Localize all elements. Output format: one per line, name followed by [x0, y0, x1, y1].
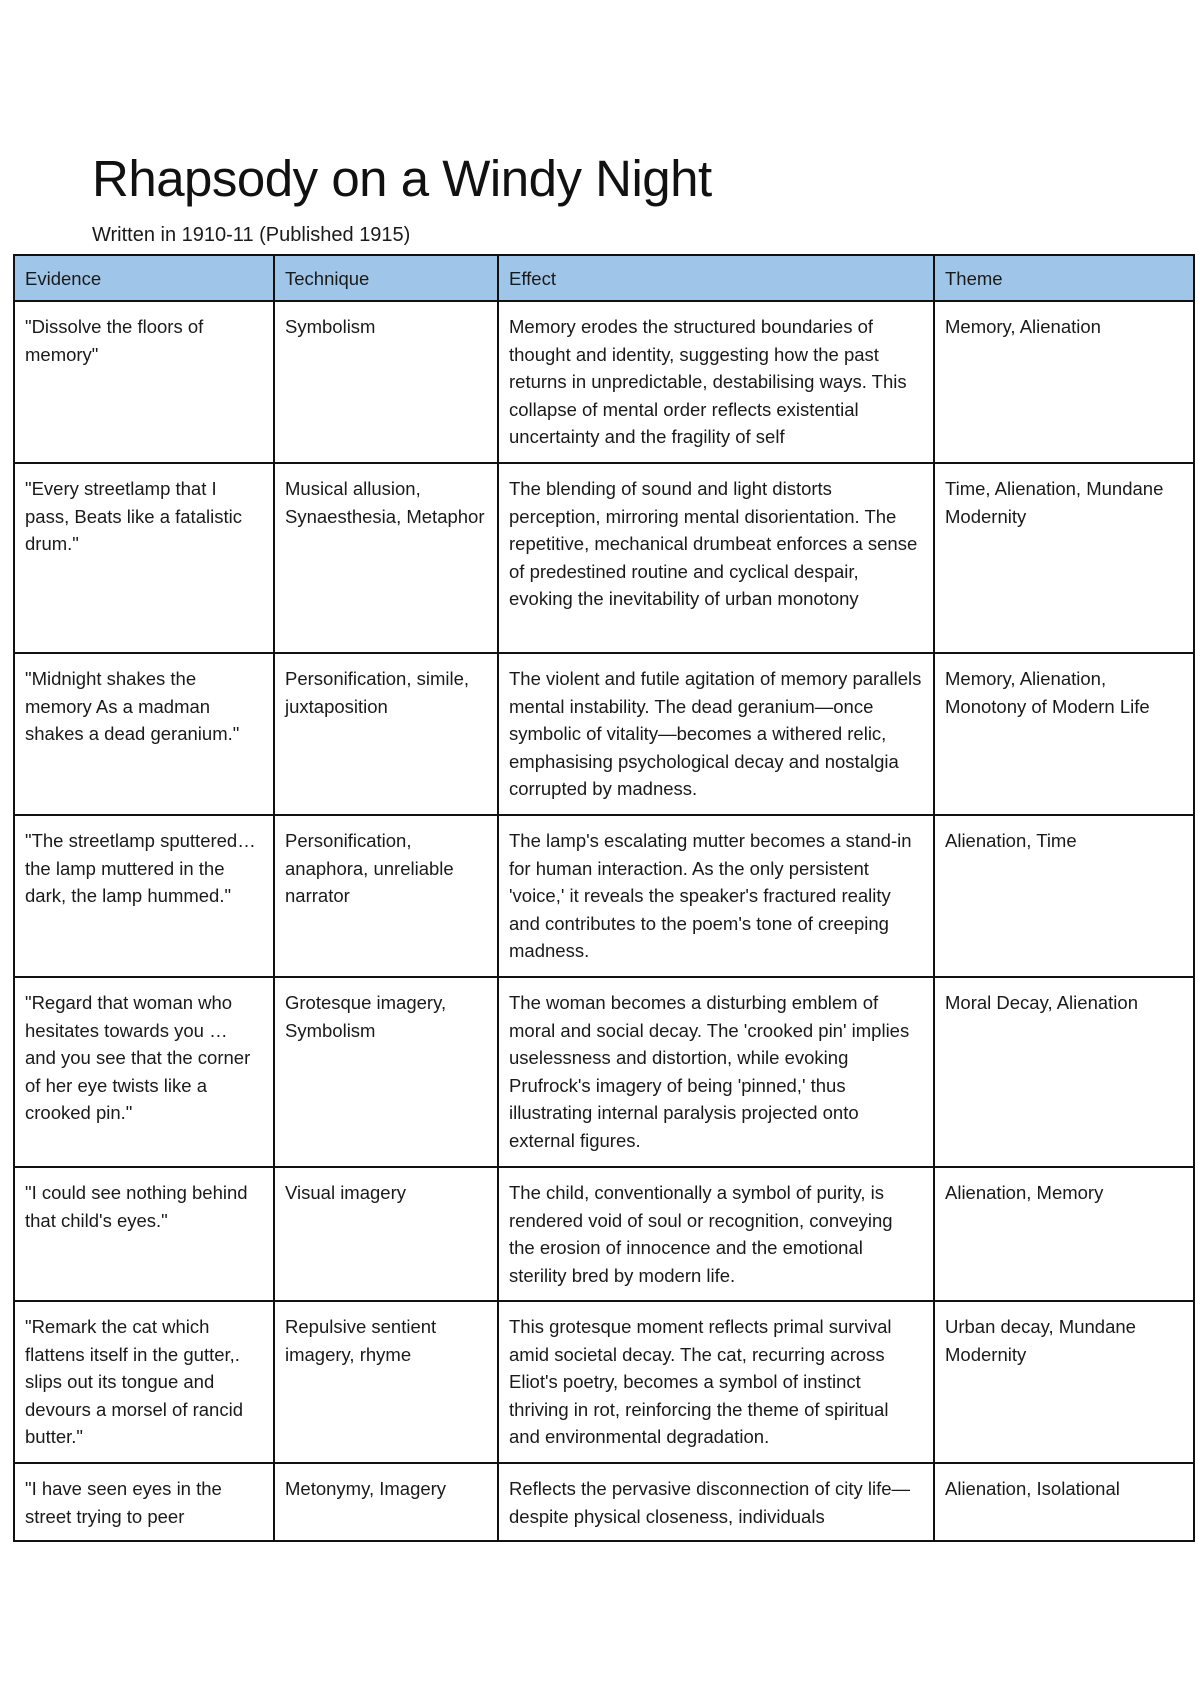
theme-cell: Memory, Alienation	[934, 301, 1194, 463]
page-title: Rhapsody on a Windy Night	[92, 150, 712, 207]
column-header-theme: Theme	[934, 255, 1194, 301]
table-row	[14, 1167, 1194, 1301]
theme-cell: Memory, Alienation, Monotony of Modern Life	[934, 653, 1194, 815]
evidence-cell: "Every streetlamp that I pass, Beats like a fatalistic drum."	[14, 463, 274, 653]
technique-cell: Repulsive sentient imagery, rhyme	[274, 1301, 498, 1463]
evidence-cell: "I have seen eyes in the street trying to peer	[14, 1463, 274, 1541]
effect-cell: This grotesque moment reflects primal survival amid societal decay. The cat, recurring across Eliot's poetry, becomes a symbol of instinct thriving in rot, reinforcing the theme of spiritual and environmental degradation.	[498, 1301, 934, 1463]
effect-cell: Memory erodes the structured boundaries of thought and identity, suggesting how the past returns in unpredictable, destabilising ways. This collapse of mental order reflects existential uncertainty and the fragility of self	[498, 301, 934, 463]
evidence-cell: "Remark the cat which flattens itself in the gutter,. slips out its tongue and devours a morsel of rancid butter."	[14, 1301, 274, 1463]
table-row	[14, 1463, 1194, 1541]
theme-cell: Alienation, Isolational	[934, 1463, 1194, 1541]
page-subtitle: Written in 1910-11 (Published 1915)	[92, 224, 411, 246]
technique-cell: Grotesque imagery, Symbolism	[274, 977, 498, 1167]
effect-cell: The child, conventionally a symbol of purity, is rendered void of soul or recognition, conveying the erosion of innocence and the emotional sterility bred by modern life.	[498, 1167, 934, 1301]
table-header	[14, 255, 1194, 301]
evidence-cell: "The streetlamp sputtered… the lamp muttered in the dark, the lamp hummed."	[14, 815, 274, 977]
technique-cell: Personification, anaphora, unreliable narrator	[274, 815, 498, 977]
evidence-cell: "I could see nothing behind that child's eyes."	[14, 1167, 274, 1301]
table-body	[14, 301, 1194, 1541]
column-header-evidence: Evidence	[14, 255, 274, 301]
table-row	[14, 463, 1194, 653]
effect-cell: The lamp's escalating mutter becomes a stand-in for human interaction. As the only persistent 'voice,' it reveals the speaker's fractured reality and contributes to the poem's tone of creeping madness.	[498, 815, 934, 977]
theme-cell: Urban decay, Mundane Modernity	[934, 1301, 1194, 1463]
header-row	[14, 255, 1194, 301]
table-row	[14, 301, 1194, 463]
effect-cell: The blending of sound and light distorts perception, mirroring mental disorientation. The repetitive, mechanical drumbeat enforces a sense of predestined routine and cyclical despair, evoking the inevitability of urban monotony	[498, 463, 934, 653]
column-header-effect: Effect	[498, 255, 934, 301]
evidence-cell: "Regard that woman who hesitates towards you … and you see that the corner of her eye twists like a crooked pin."	[14, 977, 274, 1167]
technique-cell: Musical allusion, Synaesthesia, Metaphor	[274, 463, 498, 653]
theme-cell: Alienation, Time	[934, 815, 1194, 977]
technique-cell: Personification, simile, juxtaposition	[274, 653, 498, 815]
table-row	[14, 1301, 1194, 1463]
effect-cell: The woman becomes a disturbing emblem of moral and social decay. The 'crooked pin' implies uselessness and distortion, while evoking Prufrock's imagery of being 'pinned,' thus illustrating internal paralysis projected onto external figures.	[498, 977, 934, 1167]
theme-cell: Time, Alienation, Mundane Modernity	[934, 463, 1194, 653]
table-row	[14, 815, 1194, 977]
effect-cell: Reflects the pervasive disconnection of city life—despite physical closeness, individuals	[498, 1463, 934, 1541]
technique-cell: Symbolism	[274, 301, 498, 463]
table-row	[14, 653, 1194, 815]
column-header-technique: Technique	[274, 255, 498, 301]
technique-cell: Visual imagery	[274, 1167, 498, 1301]
evidence-cell: "Dissolve the floors of memory"	[14, 301, 274, 463]
evidence-cell: "Midnight shakes the memory As a madman shakes a dead geranium."	[14, 653, 274, 815]
analysis-table	[13, 254, 1195, 1542]
effect-cell: The violent and futile agitation of memory parallels mental instability. The dead geranium—once symbolic of vitality—becomes a withered relic, emphasising psychological decay and nostalgia corrupted by madness.	[498, 653, 934, 815]
theme-cell: Alienation, Memory	[934, 1167, 1194, 1301]
theme-cell: Moral Decay, Alienation	[934, 977, 1194, 1167]
table-row	[14, 977, 1194, 1167]
technique-cell: Metonymy, Imagery	[274, 1463, 498, 1541]
